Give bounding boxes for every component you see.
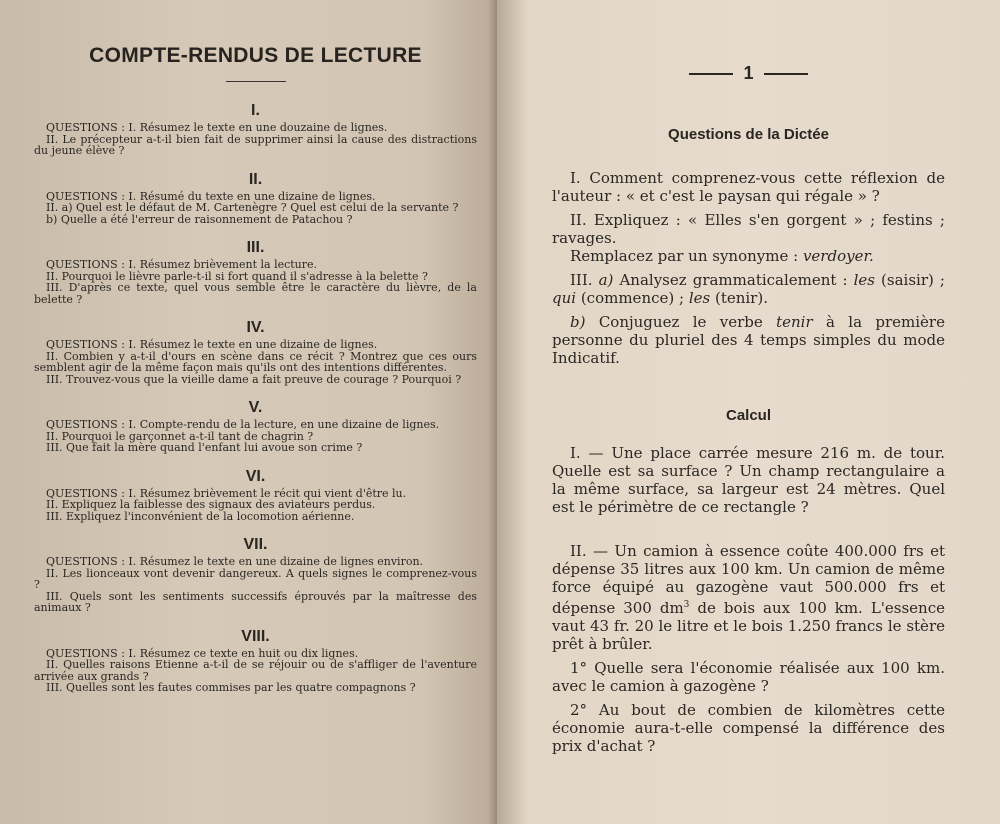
section-5 bbox=[34, 399, 477, 454]
q3-text: (commence) ; bbox=[576, 289, 689, 307]
question-line: II. a) Quel est le défaut de M. Cartenègre ? Quel est celui de la servante ? bbox=[46, 201, 459, 214]
section-numeral: VI. bbox=[245, 467, 266, 485]
section-numeral: I. bbox=[251, 102, 260, 119]
question-line: QUESTIONS : I. Résumé du texte en une dizaine de lignes. bbox=[46, 189, 376, 203]
section-3 bbox=[34, 239, 477, 305]
dictee-q2b-word: verdoyer. bbox=[802, 247, 874, 265]
question-line: III. Expliquez l'inconvénient de la locomotion aérienne. bbox=[46, 509, 355, 523]
question-line: b) Quelle a été l'erreur de raisonnement de Patachou ? bbox=[46, 212, 353, 226]
p2-text: de bois aux 100 km. L'essence vaut 43 fr. 20 le litre et le bois 1.250 francs le stère prêt à brûler. bbox=[552, 599, 945, 653]
page-number-dash-left bbox=[689, 73, 733, 75]
question-line: QUESTIONS : I. Compte-rendu de la lecture, en une dizaine de lignes. bbox=[46, 418, 440, 431]
dictee-heading: Questions de la Dictée bbox=[668, 126, 829, 143]
question-line: II. Les lionceaux vont devenir dangereux. A quels signes le comprenez-vous ? bbox=[34, 566, 477, 591]
q4-text: à la première personne du pluriel des 4 temps simples du mode Indicatif. bbox=[552, 313, 945, 367]
question-line: III. D'après ce texte, quel vous semble être le caractère du lièvre, de la belette ? bbox=[34, 281, 477, 306]
q4-text: Conjuguez le verbe bbox=[585, 313, 777, 331]
question-line: III. Quels sont les sentiments successifs éprouvés par la maîtresse des animaux ? bbox=[34, 589, 477, 614]
calcul-problem-1: I. — Une place carrée mesure 216 m. de tour. Quelle est sa surface ? Un champ rectangulaire a la même surface, sa largeur est 24 mètres. Quel est le périmètre de ce rectangle ? bbox=[552, 444, 945, 516]
calcul-question-2: 2° Au bout de combien de kilomètres cette économie aura-t-elle compensé la différence des prix d'achat ? bbox=[552, 701, 945, 755]
dictee-question-2b bbox=[552, 247, 945, 265]
right-page bbox=[497, 0, 1000, 824]
q3-word: les bbox=[688, 289, 711, 307]
q3-letter: a) bbox=[598, 271, 614, 289]
question-line: QUESTIONS : I. Résumez brièvement la lecture. bbox=[46, 258, 318, 271]
calcul-heading: Calcul bbox=[725, 407, 771, 424]
calcul-problems bbox=[552, 444, 945, 755]
section-numeral: VIII. bbox=[241, 627, 270, 645]
section-numeral: IV. bbox=[246, 319, 265, 336]
q3-word: qui bbox=[552, 289, 577, 307]
question-line: II. Expliquez la faiblesse des signaux des aviateurs perdus. bbox=[46, 498, 376, 511]
p2-superscript: 3 bbox=[683, 600, 690, 610]
dictee-questions bbox=[552, 169, 945, 367]
page-number-dash-right bbox=[764, 73, 808, 75]
question-line: QUESTIONS : I. Résumez le texte en une dizaine de lignes environ. bbox=[46, 555, 424, 568]
dictee-q2b-text: Remplacez par un synonyme : bbox=[570, 247, 803, 265]
question-line: III. Trouvez-vous que la vieille dame a fait preuve de courage ? Pourquoi ? bbox=[46, 372, 462, 386]
left-page bbox=[0, 0, 497, 824]
section-6 bbox=[34, 468, 477, 523]
question-line: II. Le précepteur a-t-il bien fait de supprimer ainsi la cause des distractions du jeune élève ? bbox=[34, 132, 477, 157]
question-line: QUESTIONS : I. Résumez le texte en une douzaine de lignes. bbox=[46, 121, 388, 134]
section-numeral: V. bbox=[248, 399, 263, 416]
title-divider bbox=[226, 81, 286, 82]
question-line: QUESTIONS : I. Résumez le texte en une dizaine de lignes. bbox=[46, 338, 378, 351]
question-line: QUESTIONS : I. Résumez brièvement le récit qui vient d'être lu. bbox=[46, 486, 407, 500]
section-numeral: III. bbox=[246, 239, 265, 256]
page-number-value: 1 bbox=[743, 63, 754, 83]
question-line: III. Quelles sont les fautes commises par les quatre compagnons ? bbox=[46, 681, 416, 694]
q4-word: tenir bbox=[776, 313, 813, 331]
q3-word: les bbox=[853, 271, 875, 289]
calcul-problem-2 bbox=[552, 542, 945, 653]
question-line: II. Combien y a-t-il d'ours en scène dans ce récit ? Montrez que ces ours semblent agir de la même façon mais qu'ils ont des intentions différentes. bbox=[34, 349, 477, 374]
section-1 bbox=[34, 102, 477, 157]
q3-text: (saisir) ; bbox=[875, 271, 945, 289]
q4-letter: b) bbox=[570, 313, 586, 331]
calcul-question-1: 1° Quelle sera l'économie réalisée aux 100 km. avec le camion à gazogène ? bbox=[552, 659, 945, 695]
dictee-question-3 bbox=[552, 271, 945, 307]
dictee-question-2: II. Expliquez : « Elles s'en gorgent » ; festins ; ravages. bbox=[552, 211, 945, 247]
question-line: II. Pourquoi le garçonnet a-t-il tant de chagrin ? bbox=[46, 429, 314, 443]
question-line: QUESTIONS : I. Résumez ce texte en huit ou dix lignes. bbox=[46, 646, 359, 660]
section-7 bbox=[34, 536, 477, 614]
section-2 bbox=[34, 171, 477, 226]
dictee-question-1: I. Comment comprenez-vous cette réflexion de l'auteur : « et c'est le paysan qui régale » ? bbox=[552, 169, 945, 205]
page-title: COMPTE-RENDUS DE LECTURE bbox=[89, 44, 422, 67]
dictee-question-4 bbox=[552, 313, 945, 367]
q3-text: Analysez grammaticalement : bbox=[613, 271, 854, 289]
question-line: II. Pourquoi le lièvre parle-t-il si fort quand il s'adresse à la belette ? bbox=[46, 269, 428, 283]
p2-text: II. — Un camion à essence coûte 400.000 frs et dépense 35 litres aux 100 km. Un camion de même force équipé au gazogène vaut 500.000 frs et dépense 300 dm bbox=[552, 542, 945, 617]
section-numeral: II. bbox=[248, 170, 263, 188]
section-numeral: VII. bbox=[243, 536, 268, 553]
question-line: II. Quelles raisons Etienne a-t-il de se réjouir ou de s'affliger de l'aventure arrivée aux grands ? bbox=[34, 658, 477, 683]
q3-text: III. bbox=[570, 271, 599, 289]
question-line: III. Que fait la mère quand l'enfant lui avoue son crime ? bbox=[46, 441, 363, 454]
section-8 bbox=[34, 628, 477, 694]
q3-text: (tenir). bbox=[710, 289, 768, 307]
section-4 bbox=[34, 319, 477, 385]
page-number bbox=[552, 63, 945, 84]
